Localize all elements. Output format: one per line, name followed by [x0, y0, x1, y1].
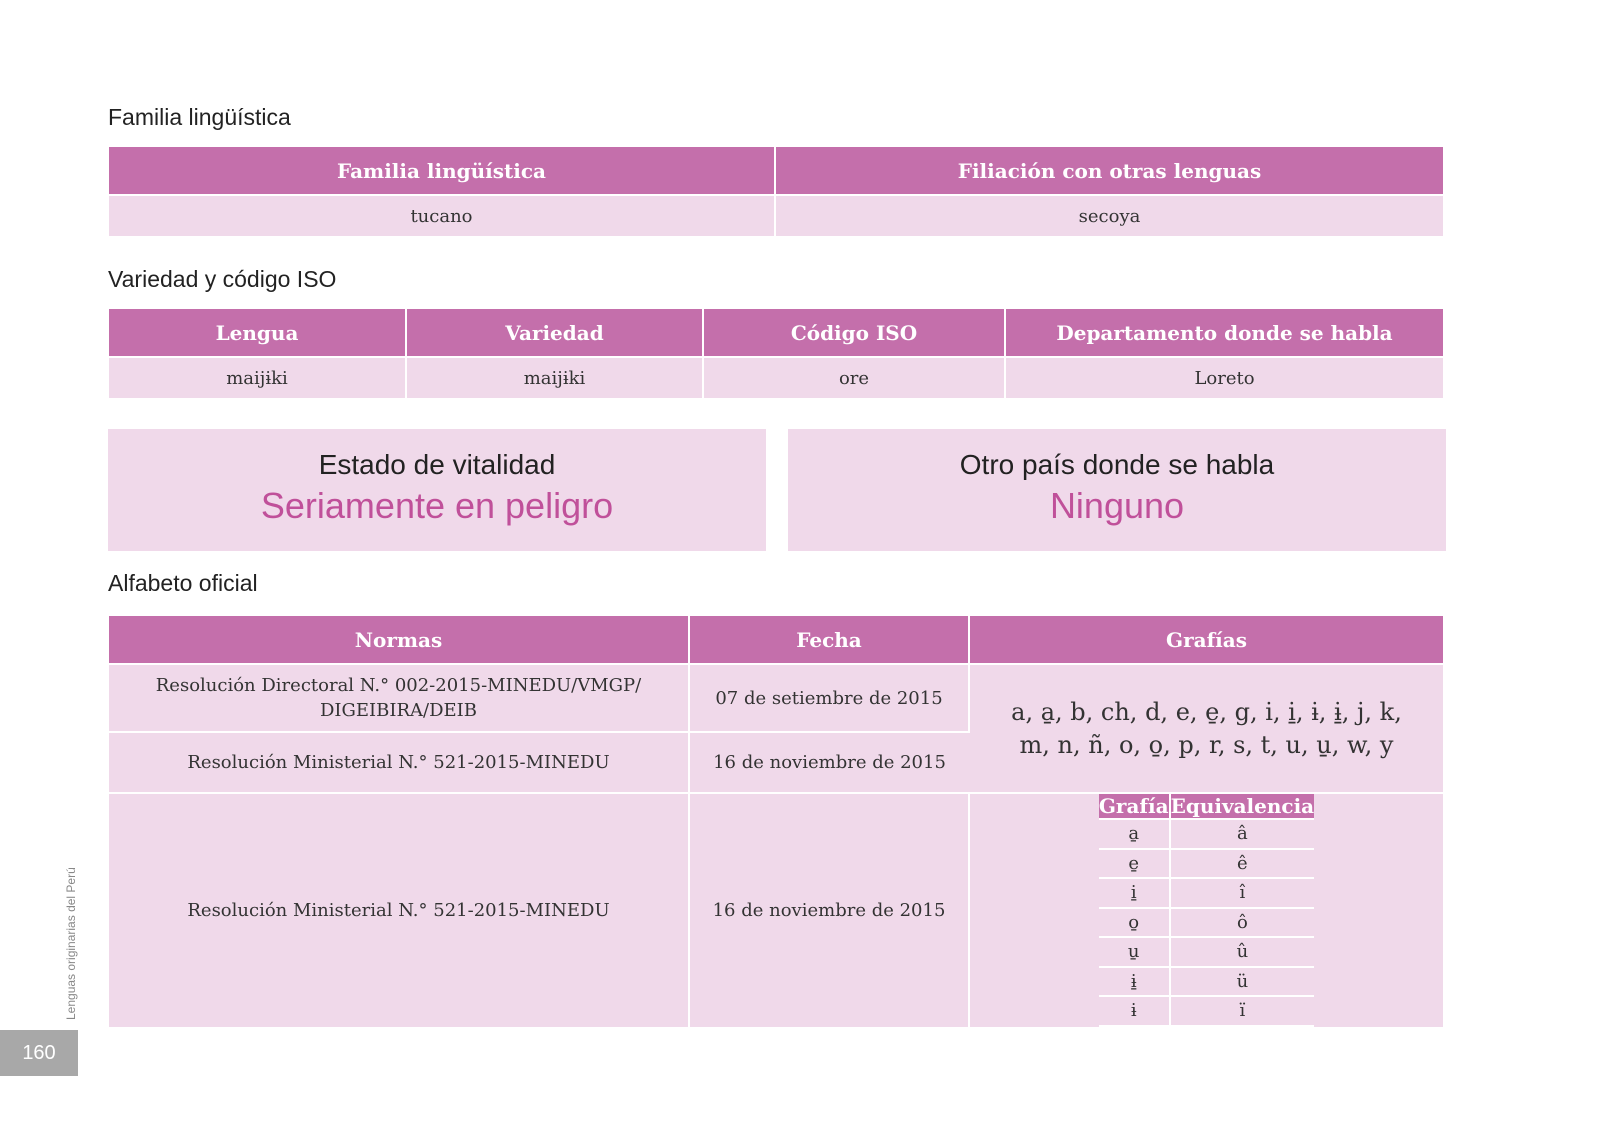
other-country-value: Ninguno: [1049, 485, 1185, 526]
section-title-alfabeto: Alfabeto oficial: [108, 570, 258, 596]
equivalencia-cell: ô: [1170, 908, 1315, 938]
equivalence-row: [1099, 849, 1314, 879]
cell-fecha: 07 de setiembre de 2015: [689, 664, 969, 732]
grafia-cell: u̱: [1099, 937, 1170, 967]
cell-grafias: [969, 664, 1443, 793]
equivalencia-cell: û: [1170, 937, 1315, 967]
equivalence-row: [1099, 967, 1314, 997]
grafia-cell: ɨ: [1099, 996, 1170, 1026]
cell-variedad: maijɨki: [406, 357, 703, 399]
equivalencia-cell: ü: [1170, 967, 1315, 997]
equivalence-row: [1099, 819, 1314, 849]
header-fecha: Fecha: [689, 616, 969, 664]
cell-lengua: maijɨki: [109, 357, 406, 399]
equivalence-table: [1099, 794, 1314, 1027]
header-filiacion: Filiación con otras lenguas: [775, 147, 1443, 195]
cell-familia: tucano: [109, 195, 775, 237]
equivalence-row: [1099, 996, 1314, 1026]
equivalencia-cell: â: [1170, 819, 1315, 849]
section-title-familia: Familia lingüística: [108, 104, 291, 130]
header-codigo-iso: Código ISO: [703, 309, 1005, 357]
grafia-cell: ɨ̱: [1099, 967, 1170, 997]
equivalencia-cell: ê: [1170, 849, 1315, 879]
header-grafias: Grafías: [969, 616, 1443, 664]
equivalence-row: [1099, 937, 1314, 967]
header-departamento: Departamento donde se habla: [1005, 309, 1443, 357]
variety-table: [109, 309, 1443, 400]
alphabet-letters-line-2: m, n, ñ, o, o̱, p, r, s, t, u, u̱, w, y: [1019, 730, 1394, 759]
grafia-cell: e̱: [1099, 849, 1170, 879]
side-running-title: Lenguas originarias del Perú: [64, 867, 78, 1020]
vitality-box: [108, 429, 766, 551]
alphabet-letters-line-1: a, a̱, b, ch, d, e, e̱, g, i, i̱, ɨ, ɨ̱, j, k,: [1011, 697, 1402, 726]
header-familia: Familia lingüística: [109, 147, 775, 195]
table-row: [109, 793, 1443, 1028]
header-lengua: Lengua: [109, 309, 406, 357]
cell-norma: Resolución Directoral N.° 002-2015-MINEDU/VMGP/ DIGEIBIRA/DEIB: [109, 664, 689, 732]
header-equivalencia: Equivalencia: [1170, 794, 1315, 818]
section-title-variedad: Variedad y código ISO: [108, 266, 337, 292]
grafia-cell: a̱: [1099, 819, 1170, 849]
cell-equivalencias: [969, 793, 1443, 1028]
equivalence-row: [1099, 878, 1314, 908]
other-country-box: [788, 429, 1446, 551]
family-table: [109, 147, 1443, 238]
cell-departamento: Loreto: [1005, 357, 1443, 399]
header-grafia: Grafía: [1098, 794, 1169, 818]
grafia-cell: i̱: [1099, 878, 1170, 908]
cell-codigo-iso: ore: [703, 357, 1005, 399]
cell-filiacion: secoya: [775, 195, 1443, 237]
header-normas: Normas: [109, 616, 689, 664]
grafia-cell: o̱: [1099, 908, 1170, 938]
other-country-label: Otro país donde se habla: [959, 449, 1275, 480]
equivalence-row: [1099, 908, 1314, 938]
vitality-value: Seriamente en peligro: [260, 485, 614, 526]
vitality-label: Estado de vitalidad: [318, 449, 556, 480]
cell-fecha: 16 de noviembre de 2015: [689, 732, 969, 793]
cell-norma: Resolución Ministerial N.° 521-2015-MINEDU: [109, 793, 689, 1028]
table-row: [109, 664, 1443, 732]
alphabet-table: [109, 616, 1443, 1029]
equivalencia-cell: î: [1170, 878, 1315, 908]
cell-norma: Resolución Ministerial N.° 521-2015-MINEDU: [109, 732, 689, 793]
page-number: 160: [0, 1030, 78, 1076]
header-variedad: Variedad: [406, 309, 703, 357]
equivalencia-cell: ï: [1170, 996, 1315, 1026]
cell-fecha: 16 de noviembre de 2015: [689, 793, 969, 1028]
